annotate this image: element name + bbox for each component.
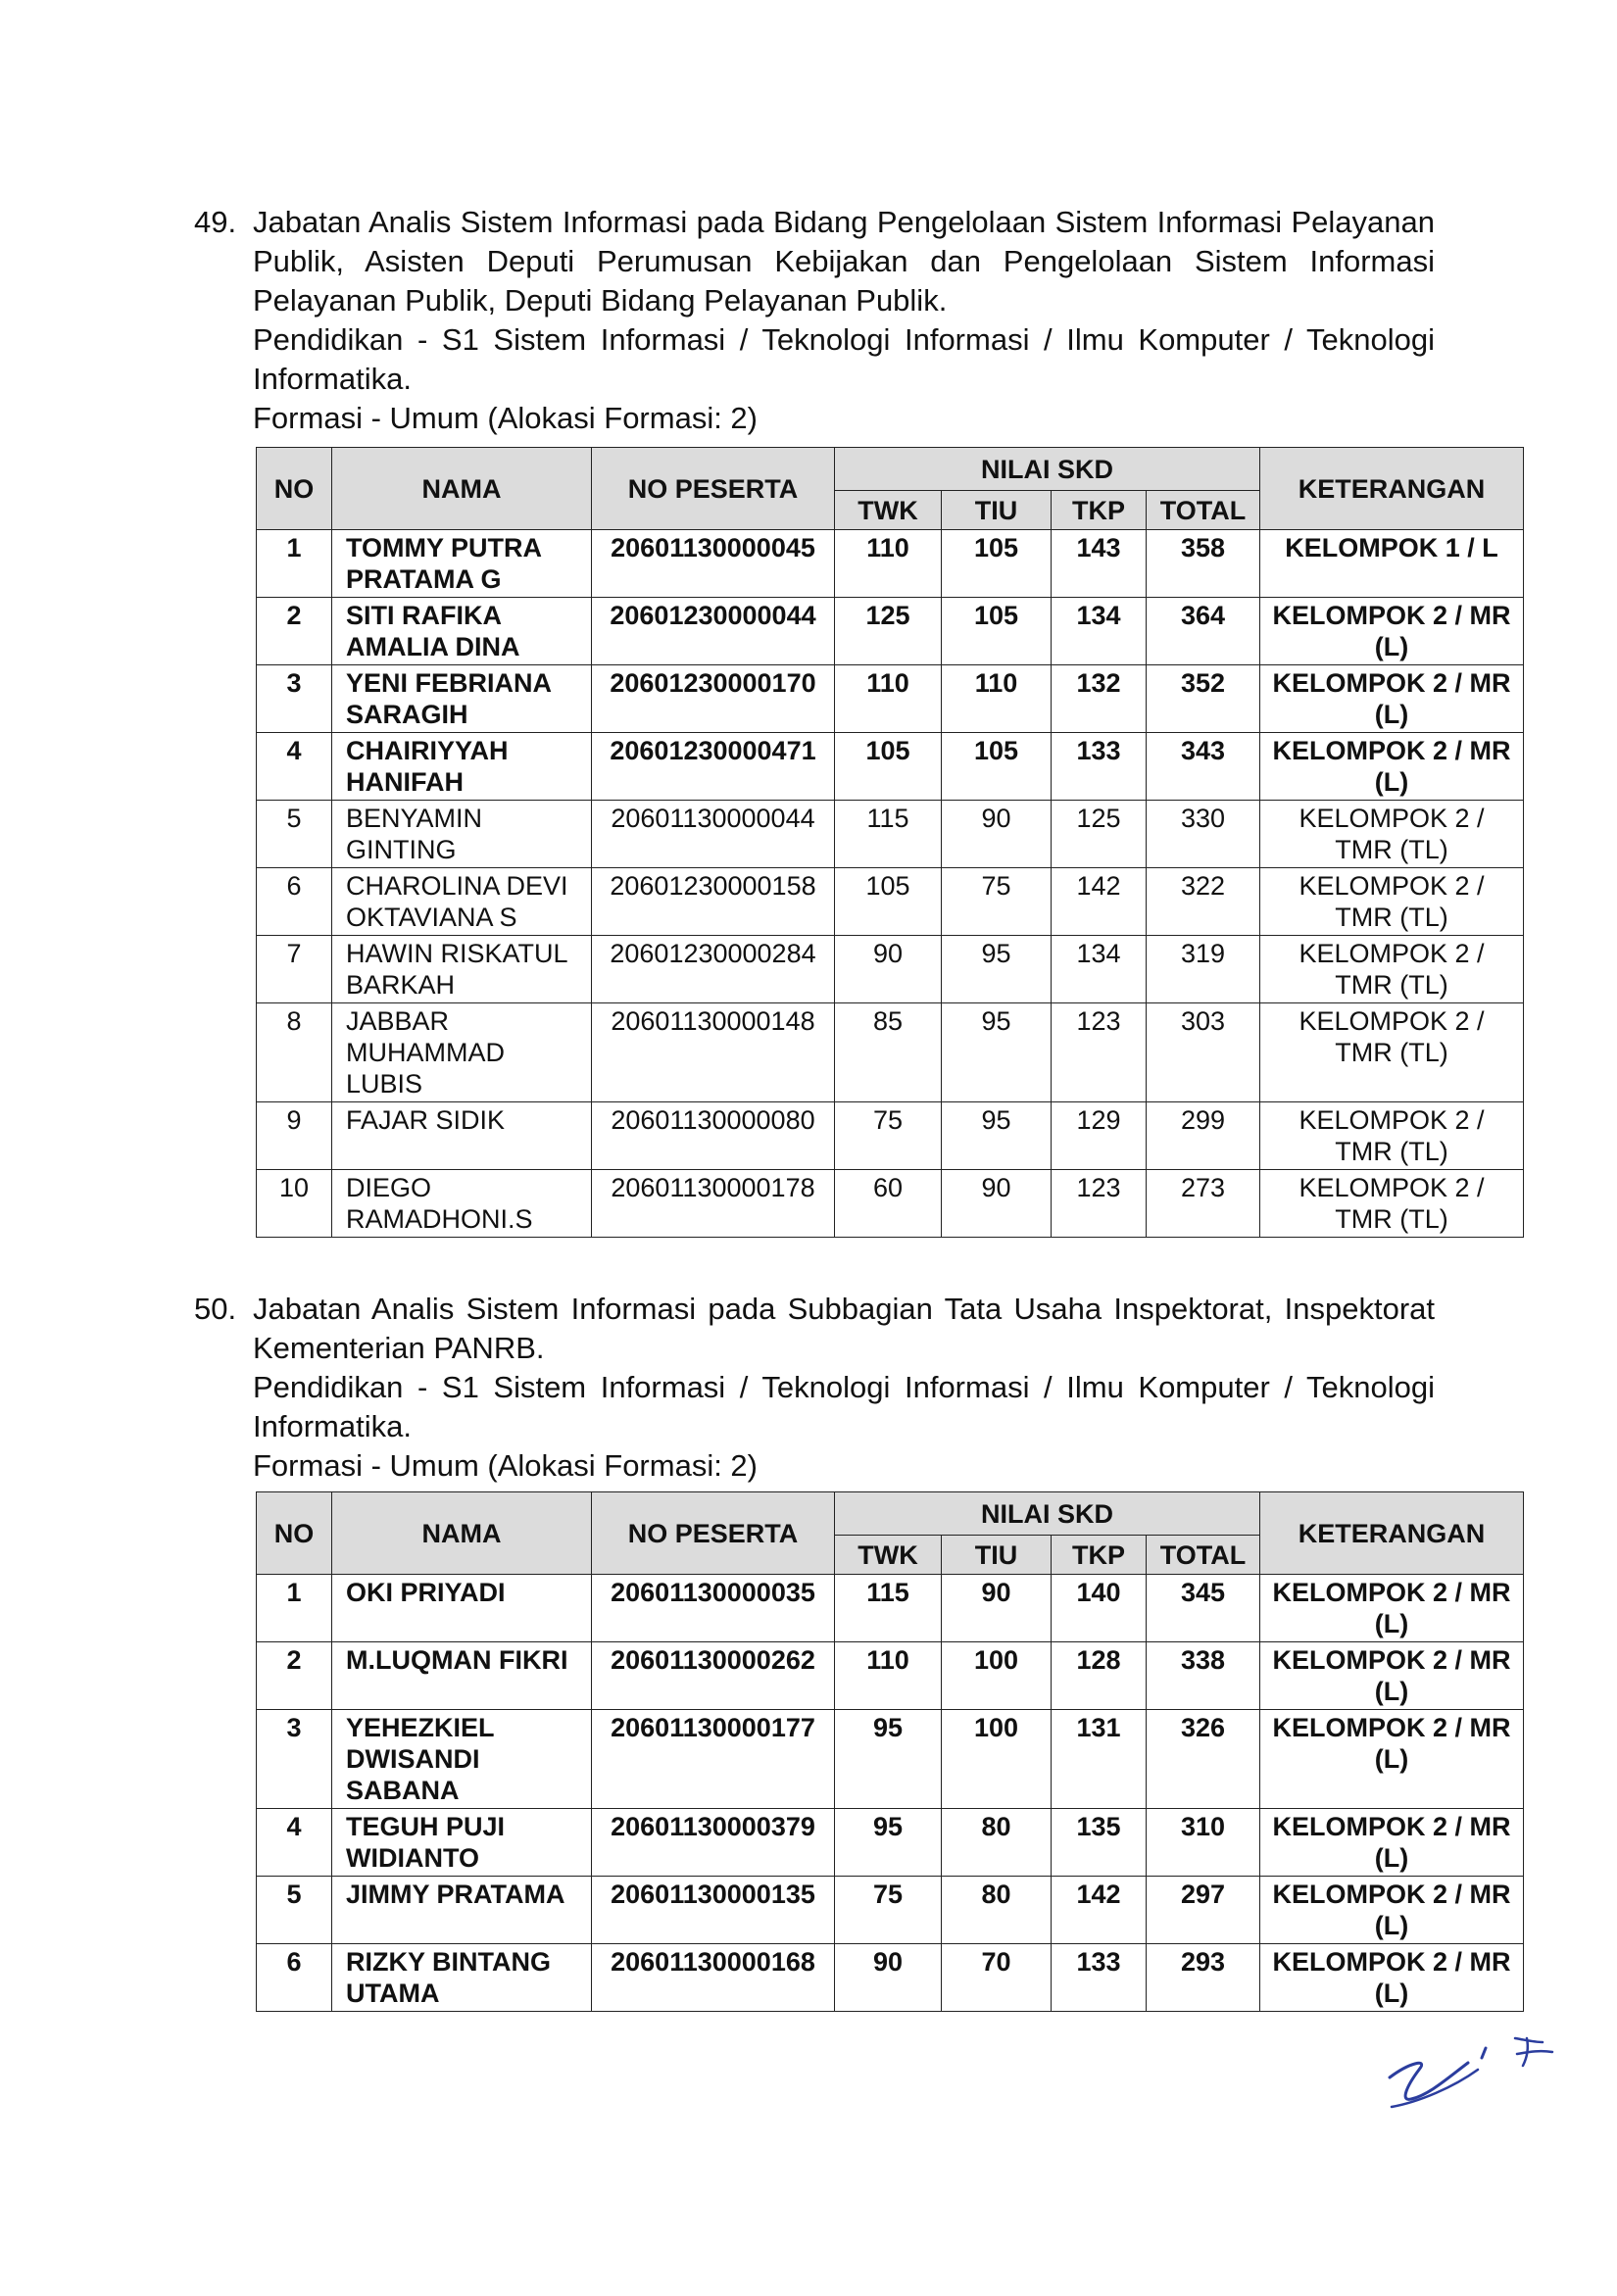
score-total: 343 <box>1147 733 1260 801</box>
score-twk: 105 <box>835 733 942 801</box>
score-total: 293 <box>1147 1944 1260 2012</box>
score-total: 338 <box>1147 1642 1260 1710</box>
header-tkp: TKP <box>1052 491 1147 530</box>
score-tiu: 105 <box>942 733 1052 801</box>
header-no: NO <box>257 448 332 530</box>
table-row <box>257 530 1524 598</box>
score-tiu: 100 <box>942 1710 1052 1809</box>
results-table-50 <box>256 1491 1524 2012</box>
table-row <box>257 665 1524 733</box>
score-twk: 60 <box>835 1170 942 1238</box>
score-twk: 110 <box>835 1642 942 1710</box>
participant-number: 20601130000080 <box>592 1102 835 1170</box>
participant-number: 20601230000471 <box>592 733 835 801</box>
score-total: 303 <box>1147 1003 1260 1102</box>
score-tiu: 90 <box>942 1170 1052 1238</box>
table-row <box>257 1710 1524 1809</box>
header-no-peserta: NO PESERTA <box>592 1492 835 1575</box>
score-twk: 125 <box>835 598 942 665</box>
header-no: NO <box>257 1492 332 1575</box>
participant-number: 20601230000158 <box>592 868 835 936</box>
table-row <box>257 1102 1524 1170</box>
participant-name: CHAROLINA DEVI OKTAVIANA S <box>332 868 592 936</box>
row-number: 7 <box>257 936 332 1003</box>
score-twk: 115 <box>835 1575 942 1642</box>
participant-number: 20601130000262 <box>592 1642 835 1710</box>
score-total: 326 <box>1147 1710 1260 1809</box>
score-twk: 95 <box>835 1809 942 1877</box>
score-tiu: 110 <box>942 665 1052 733</box>
table-row <box>257 1944 1524 2012</box>
score-tkp: 133 <box>1052 733 1147 801</box>
header-nilai-skd: NILAI SKD <box>835 448 1260 491</box>
score-tkp: 134 <box>1052 936 1147 1003</box>
score-twk: 110 <box>835 530 942 598</box>
participant-number: 20601130000168 <box>592 1944 835 2012</box>
score-twk: 85 <box>835 1003 942 1102</box>
table-row <box>257 1003 1524 1102</box>
header-tiu: TIU <box>942 491 1052 530</box>
participant-name: HAWIN RISKATUL BARKAH <box>332 936 592 1003</box>
participant-name: YEHEZKIEL DWISANDI SABANA <box>332 1710 592 1809</box>
participant-name: BENYAMIN GINTING <box>332 801 592 868</box>
participant-number: 20601130000044 <box>592 801 835 868</box>
row-number: 1 <box>257 1575 332 1642</box>
participant-name: FAJAR SIDIK <box>332 1102 592 1170</box>
row-number: 3 <box>257 665 332 733</box>
row-number: 10 <box>257 1170 332 1238</box>
participant-number: 20601230000284 <box>592 936 835 1003</box>
participant-number: 20601230000044 <box>592 598 835 665</box>
row-number: 8 <box>257 1003 332 1102</box>
score-twk: 90 <box>835 936 942 1003</box>
score-tiu: 95 <box>942 1003 1052 1102</box>
score-total: 358 <box>1147 530 1260 598</box>
header-nama: NAMA <box>332 448 592 530</box>
participant-name: RIZKY BINTANG UTAMA <box>332 1944 592 2012</box>
score-tiu: 105 <box>942 598 1052 665</box>
table-row <box>257 801 1524 868</box>
table-row <box>257 1170 1524 1238</box>
participant-number: 20601130000379 <box>592 1809 835 1877</box>
row-number: 4 <box>257 1809 332 1877</box>
remark: KELOMPOK 2 / MR (L) <box>1260 1710 1524 1809</box>
score-twk: 110 <box>835 665 942 733</box>
participant-name: CHAIRIYYAH HANIFAH <box>332 733 592 801</box>
participant-name: M.LUQMAN FIKRI <box>332 1642 592 1710</box>
row-number: 5 <box>257 801 332 868</box>
score-tiu: 75 <box>942 868 1052 936</box>
participant-number: 20601230000170 <box>592 665 835 733</box>
score-total: 273 <box>1147 1170 1260 1238</box>
remark: KELOMPOK 2 / TMR (TL) <box>1260 801 1524 868</box>
table-row <box>257 1877 1524 1944</box>
score-twk: 75 <box>835 1877 942 1944</box>
score-tiu: 100 <box>942 1642 1052 1710</box>
score-twk: 105 <box>835 868 942 936</box>
score-tiu: 95 <box>942 1102 1052 1170</box>
participant-name: DIEGO RAMADHONI.S <box>332 1170 592 1238</box>
formation-info: Formasi - Umum (Alokasi Formasi: 2) <box>253 401 758 435</box>
section-title: Jabatan Analis Sistem Informasi pada Bidang Pengelolaan Sistem Informasi Pelayanan Publik, Asisten Deputi Perumusan Kebijakan dan Pengelolaan Sistem Informasi Pelayanan Publik, Deputi Bidang Pelayanan Publik. <box>253 205 1435 318</box>
education-requirement: Pendidikan - S1 Sistem Informasi / Teknologi Informasi / Ilmu Komputer / Teknologi Informatika. <box>253 1370 1435 1443</box>
score-total: 364 <box>1147 598 1260 665</box>
section-49-text <box>194 203 1435 438</box>
results-table-49 <box>256 447 1524 1238</box>
remark: KELOMPOK 2 / TMR (TL) <box>1260 936 1524 1003</box>
score-total: 330 <box>1147 801 1260 868</box>
score-tkp: 135 <box>1052 1809 1147 1877</box>
participant-number: 20601130000148 <box>592 1003 835 1102</box>
participant-number: 20601130000045 <box>592 530 835 598</box>
row-number: 3 <box>257 1710 332 1809</box>
participant-number: 20601130000177 <box>592 1710 835 1809</box>
table-row <box>257 1809 1524 1877</box>
participant-name: TOMMY PUTRA PRATAMA G <box>332 530 592 598</box>
header-tkp: TKP <box>1052 1536 1147 1575</box>
remark: KELOMPOK 2 / TMR (TL) <box>1260 1170 1524 1238</box>
section-title: Jabatan Analis Sistem Informasi pada Subbagian Tata Usaha Inspektorat, Inspektorat Kementerian PANRB. <box>253 1292 1435 1365</box>
remark: KELOMPOK 2 / MR (L) <box>1260 1944 1524 2012</box>
table-row <box>257 936 1524 1003</box>
header-total: TOTAL <box>1147 1536 1260 1575</box>
remark: KELOMPOK 2 / MR (L) <box>1260 1877 1524 1944</box>
remark: KELOMPOK 2 / MR (L) <box>1260 1809 1524 1877</box>
score-tiu: 90 <box>942 1575 1052 1642</box>
participant-name: SITI RAFIKA AMALIA DINA <box>332 598 592 665</box>
score-tkp: 142 <box>1052 1877 1147 1944</box>
score-twk: 90 <box>835 1944 942 2012</box>
row-number: 9 <box>257 1102 332 1170</box>
score-tkp: 128 <box>1052 1642 1147 1710</box>
score-tkp: 134 <box>1052 598 1147 665</box>
remark: KELOMPOK 2 / TMR (TL) <box>1260 1003 1524 1102</box>
header-keterangan: KETERANGAN <box>1260 1492 1524 1575</box>
remark: KELOMPOK 2 / MR (L) <box>1260 1575 1524 1642</box>
score-total: 297 <box>1147 1877 1260 1944</box>
header-total: TOTAL <box>1147 491 1260 530</box>
participant-name: OKI PRIYADI <box>332 1575 592 1642</box>
score-tiu: 105 <box>942 530 1052 598</box>
score-tiu: 80 <box>942 1809 1052 1877</box>
header-no-peserta: NO PESERTA <box>592 448 835 530</box>
education-requirement: Pendidikan - S1 Sistem Informasi / Teknologi Informasi / Ilmu Komputer / Teknologi Informatika. <box>253 322 1435 396</box>
header-twk: TWK <box>835 491 942 530</box>
participant-name: TEGUH PUJI WIDIANTO <box>332 1809 592 1877</box>
table-row <box>257 733 1524 801</box>
row-number: 6 <box>257 868 332 936</box>
row-number: 1 <box>257 530 332 598</box>
score-tkp: 143 <box>1052 530 1147 598</box>
score-tkp: 131 <box>1052 1710 1147 1809</box>
row-number: 4 <box>257 733 332 801</box>
score-tiu: 80 <box>942 1877 1052 1944</box>
score-tkp: 142 <box>1052 868 1147 936</box>
remark: KELOMPOK 2 / MR (L) <box>1260 733 1524 801</box>
participant-name: YENI FEBRIANA SARAGIH <box>332 665 592 733</box>
score-twk: 95 <box>835 1710 942 1809</box>
score-twk: 75 <box>835 1102 942 1170</box>
score-tkp: 123 <box>1052 1003 1147 1102</box>
score-total: 322 <box>1147 868 1260 936</box>
header-keterangan: KETERANGAN <box>1260 448 1524 530</box>
participant-number: 20601130000178 <box>592 1170 835 1238</box>
section-50-text <box>194 1290 1435 1486</box>
remark: KELOMPOK 2 / MR (L) <box>1260 598 1524 665</box>
header-tiu: TIU <box>942 1536 1052 1575</box>
table-row <box>257 868 1524 936</box>
participant-number: 20601130000135 <box>592 1877 835 1944</box>
section-number: 50. <box>194 1292 237 1326</box>
row-number: 2 <box>257 598 332 665</box>
participant-name: JABBAR MUHAMMAD LUBIS <box>332 1003 592 1102</box>
score-total: 299 <box>1147 1102 1260 1170</box>
table-row <box>257 598 1524 665</box>
header-nama: NAMA <box>332 1492 592 1575</box>
score-twk: 115 <box>835 801 942 868</box>
score-tkp: 140 <box>1052 1575 1147 1642</box>
remark: KELOMPOK 2 / TMR (TL) <box>1260 868 1524 936</box>
score-tiu: 95 <box>942 936 1052 1003</box>
score-total: 319 <box>1147 936 1260 1003</box>
remark: KELOMPOK 2 / TMR (TL) <box>1260 1102 1524 1170</box>
score-total: 345 <box>1147 1575 1260 1642</box>
score-tiu: 70 <box>942 1944 1052 2012</box>
participant-number: 20601130000035 <box>592 1575 835 1642</box>
header-nilai-skd: NILAI SKD <box>835 1492 1260 1536</box>
score-tkp: 132 <box>1052 665 1147 733</box>
row-number: 5 <box>257 1877 332 1944</box>
score-tiu: 90 <box>942 801 1052 868</box>
remark: KELOMPOK 1 / L <box>1260 530 1524 598</box>
handwritten-signature-icon <box>1360 2009 1576 2126</box>
row-number: 2 <box>257 1642 332 1710</box>
remark: KELOMPOK 2 / MR (L) <box>1260 665 1524 733</box>
score-tkp: 125 <box>1052 801 1147 868</box>
score-tkp: 123 <box>1052 1170 1147 1238</box>
score-total: 310 <box>1147 1809 1260 1877</box>
score-tkp: 133 <box>1052 1944 1147 2012</box>
table-row <box>257 1575 1524 1642</box>
remark: KELOMPOK 2 / MR (L) <box>1260 1642 1524 1710</box>
score-tkp: 129 <box>1052 1102 1147 1170</box>
table-row <box>257 1642 1524 1710</box>
section-number: 49. <box>194 205 237 239</box>
participant-name: JIMMY PRATAMA <box>332 1877 592 1944</box>
row-number: 6 <box>257 1944 332 2012</box>
score-total: 352 <box>1147 665 1260 733</box>
formation-info: Formasi - Umum (Alokasi Formasi: 2) <box>253 1448 758 1483</box>
header-twk: TWK <box>835 1536 942 1575</box>
